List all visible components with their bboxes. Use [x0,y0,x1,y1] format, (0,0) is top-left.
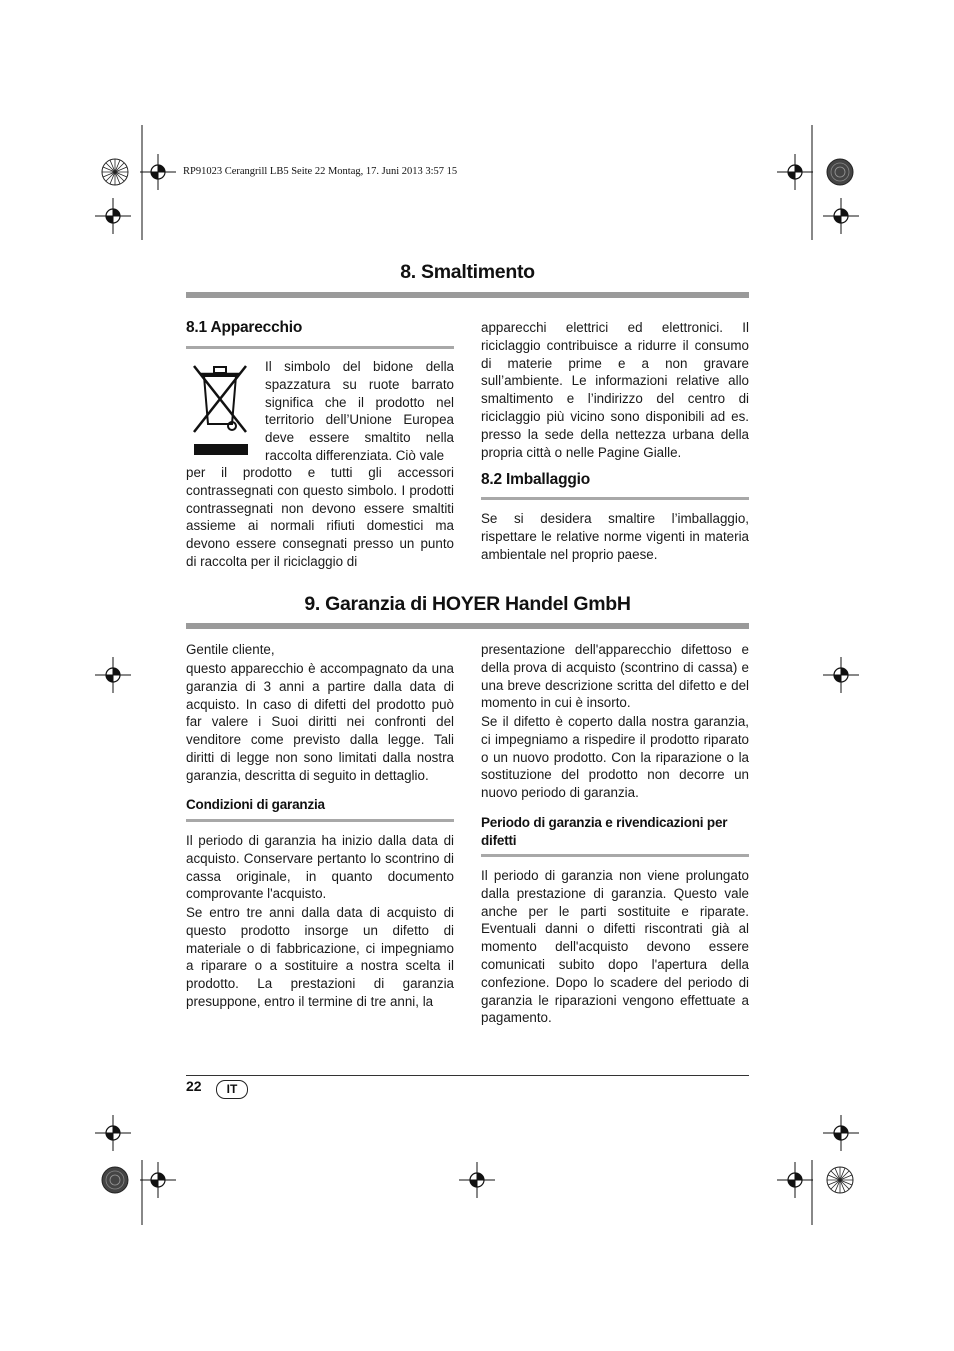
subsection-title-imballaggio: 8.2 Imballaggio [481,471,590,488]
weee-right-text: apparecchi elettrici ed elettronici. Il riciclaggio contribuisce a ridurre il consumo di materie prime e a non gravare sull’ambiente. Le informazioni relative allo smaltimento e l’indirizzo del centro di riciclaggio più vicino sono disponibili ad es. presso la sede della nettezza urbana della propria città o nelle Pagine Gialle. [481,320,749,460]
footer-rule [186,1075,749,1076]
subsection-rule [481,497,749,500]
warranty-right-paragraph-2: Se il difetto è coperto dalla nostra garanzia, ci impegniamo a rispedire il prodotto riparato o un nuovo prodotto. Con la riparazione o la sostituzione del prodotto non decorre un nuovo periodo di garanzia. [481,714,749,801]
print-slug: RP91023 Cerangrill LB5 Seite 22 Montag, 17. Juni 2013 3:57 15 [183,166,458,177]
warranty-right-paragraph-1: presentazione dell'apparecchio difettoso e della prova di acquisto (scontrino di cassa) e una breve descrizione scritta del difetto e del momento in cui è insorto. [481,642,749,711]
greeting-text: Gentile cliente, [186,642,275,657]
subsection-title-condizioni: Condizioni di garanzia [186,797,325,812]
subsection-rule [186,819,454,822]
subsection-title-periodo: Periodo di garanzia e rivendicazioni per difetti [481,815,728,848]
crossed-out-wheelie-bin-icon [190,362,250,458]
conditions-paragraph-1: Il periodo di garanzia ha inizio dalla data di acquisto. Conservare pertanto lo scontrino di cassa originale, in quanto documento comprovante l'acquisto. [186,833,454,902]
section-title-garanzia: 9. Garanzia di HOYER Handel GmbH [304,593,631,615]
subsection-title-apparecchio: 8.1 Apparecchio [186,319,303,336]
page-number: 22 [186,1078,202,1094]
subsection-rule [186,346,454,349]
conditions-paragraph-2: Se entro tre anni dalla data di acquisto di questo prodotto insorge un difetto di materiale o di fabbricazione, ci impegniamo a riparare o a sostituire a nostra scelta il prodotto. La prestazioni di garanzia presuppone, entro il termine di tre anni, la [186,905,454,1009]
weee-intro-text: Il simbolo del bidone della spazzatura su ruote barrato significa che il prodotto nel territorio dell’Unione Europea deve essere smaltito nella raccolta differenziata. Ciò vale [265,359,454,463]
packaging-text: Se si desidera smaltire l’imballaggio, rispettare le relative norme vigenti in materia ambientale nel proprio paese. [481,511,749,562]
subsection-rule [481,854,749,857]
period-text: Il periodo di garanzia non viene prolungato dalla prestazione di garanzia. Questo vale anche per le parti sostituite e riparate. Eventuali danni o difetti riscontrati già al momento dell'acquisto devono essere comunicati subito dopo l'apertura della confezione. Dopo lo scadere del periodo di garanzia le riparazioni vengono effettuate a pagamento. [481,868,749,1026]
section-title-smaltimento: 8. Smaltimento [400,261,535,283]
section-rule [186,623,749,629]
section-rule [186,292,749,298]
language-badge: IT [216,1080,248,1099]
warranty-intro-text: questo apparecchio è accompagnato da una garanzia di 3 anni a partire dalla data di acquisto. In caso di difetti del prodotto può far valere i Suoi diritti nei confronti del venditore come previsto dalla legge. Tali diritti di legge non sono limitati dalla nostra garanzia, descritta di seguito in dettaglio. [186,661,454,783]
weee-continued-text: per il prodotto e tutti gli accessori contrassegnati con questo simbolo. I prodotti contrassegnati non devono essere smaltiti assieme ai normali rifiuti domestici ma devono essere consegnati presso un punto di raccolta per il riciclaggio di [186,465,454,569]
